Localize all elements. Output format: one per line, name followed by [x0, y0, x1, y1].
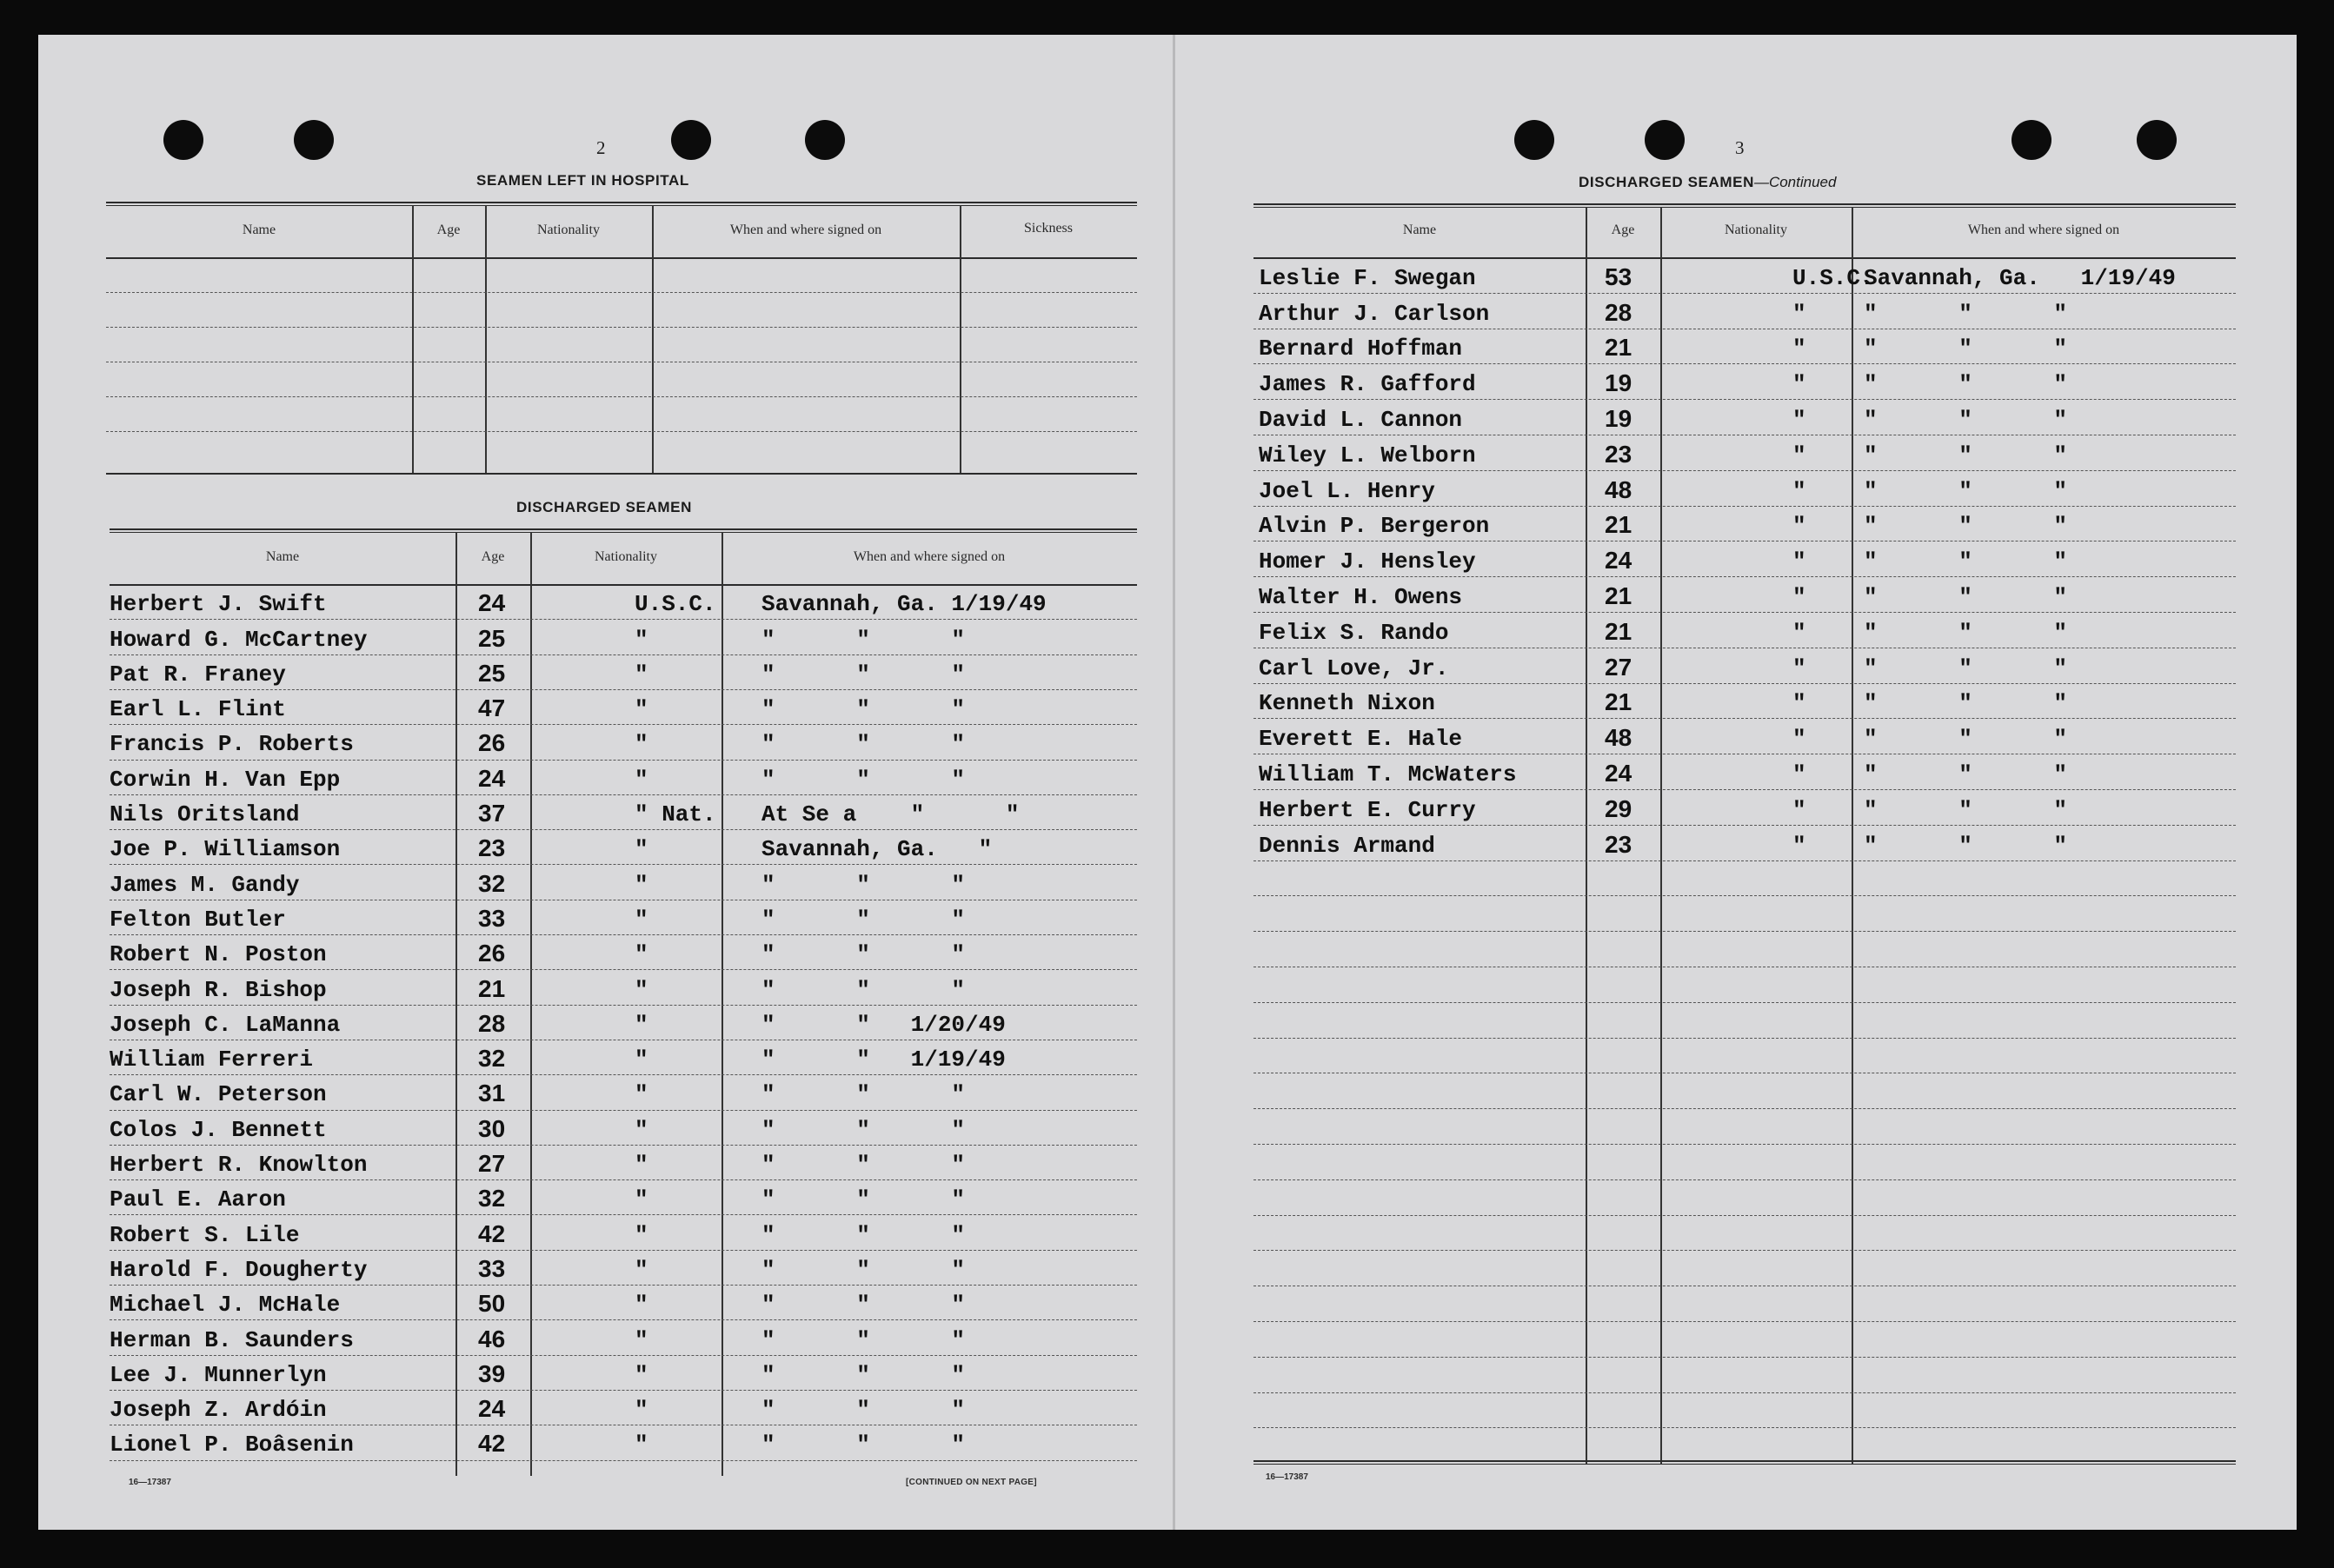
- nationality-cell: ": [635, 1397, 648, 1424]
- nationality-cell: ": [635, 976, 648, 1003]
- page-number: 2: [596, 137, 606, 158]
- col-header-age: Age: [436, 223, 461, 237]
- table-row: [110, 1285, 1137, 1319]
- signed-on-cell: " " ": [761, 626, 966, 653]
- name-cell: Walter H. Owens: [1259, 583, 1463, 610]
- age-cell: 19: [1605, 369, 1632, 397]
- punch-hole: [2137, 120, 2177, 160]
- age-cell: 25: [478, 659, 506, 687]
- col-header-signed-on: When and where signed on: [729, 223, 882, 237]
- name-cell: David L. Cannon: [1259, 406, 1463, 433]
- table-row: [110, 900, 1137, 934]
- name-cell: Francis P. Roberts: [110, 731, 354, 758]
- table-row: [110, 654, 1137, 689]
- signed-on-cell: Savannah, Ga. 1/19/49: [761, 591, 1047, 618]
- left-page: [38, 35, 1173, 1530]
- name-cell: Joel L. Henry: [1259, 477, 1435, 504]
- signed-on-cell: " " ": [1864, 654, 2068, 681]
- table-row: [1253, 789, 2236, 825]
- nationality-cell: ": [635, 1256, 648, 1283]
- discharged-table: [110, 528, 1137, 1476]
- signed-on-cell: " " ": [1864, 726, 2068, 753]
- table-row: [110, 1145, 1137, 1179]
- row-rule: [1253, 1144, 2236, 1145]
- signed-on-cell: " " ": [761, 871, 966, 898]
- signed-on-cell: " " ": [761, 1081, 966, 1108]
- signed-on-cell: " " ": [1864, 583, 2068, 610]
- age-cell: 25: [478, 624, 506, 652]
- age-cell: 48: [1605, 724, 1632, 752]
- nationality-cell: " Nat.: [635, 801, 716, 828]
- table-row: [110, 689, 1137, 724]
- table-row: [1253, 293, 2236, 329]
- age-cell: 24: [1605, 547, 1632, 575]
- signed-on-cell: " " 1/20/49: [761, 1011, 1006, 1038]
- page-number: 3: [1735, 137, 1745, 158]
- signed-on-cell: " " ": [1864, 619, 2068, 646]
- age-cell: 32: [478, 1185, 506, 1213]
- table-row: [1253, 754, 2236, 789]
- age-cell: 31: [478, 1080, 506, 1107]
- discharged-continued-table: [1253, 203, 2236, 1464]
- name-cell: Joseph C. LaManna: [110, 1011, 341, 1038]
- signed-on-cell: " " ": [1864, 300, 2068, 327]
- punch-hole: [2011, 120, 2051, 160]
- name-cell: Everett E. Hale: [1259, 726, 1463, 753]
- table-row: [110, 1110, 1137, 1145]
- nationality-cell: ": [1792, 726, 1806, 753]
- age-cell: 33: [478, 904, 506, 932]
- nationality-cell: ": [635, 1116, 648, 1143]
- name-cell: Paul E. Aaron: [110, 1186, 286, 1213]
- age-cell: 23: [1605, 440, 1632, 468]
- nationality-cell: ": [635, 696, 648, 723]
- signed-on-cell: " " ": [761, 1292, 966, 1319]
- nationality-cell: ": [1792, 619, 1806, 646]
- age-cell: 21: [478, 974, 506, 1002]
- age-cell: 48: [1605, 475, 1632, 503]
- age-cell: 39: [478, 1359, 506, 1387]
- nationality-cell: ": [635, 906, 648, 933]
- punch-hole: [1645, 120, 1685, 160]
- punch-hole: [1514, 120, 1554, 160]
- name-cell: Kenneth Nixon: [1259, 690, 1435, 717]
- age-cell: 27: [478, 1150, 506, 1178]
- nationality-cell: ": [635, 1186, 648, 1213]
- row-rule: [1253, 1357, 2236, 1358]
- signed-on-cell: " " ": [761, 661, 966, 688]
- name-cell: Harold F. Dougherty: [110, 1256, 368, 1283]
- age-cell: 47: [478, 694, 506, 722]
- table-row: [110, 829, 1137, 864]
- table-row: [1253, 399, 2236, 435]
- name-cell: Felix S. Rando: [1259, 619, 1449, 646]
- name-cell: Carl Love, Jr.: [1259, 654, 1449, 681]
- row-rule: [1253, 1321, 2236, 1322]
- nationality-cell: ": [1792, 761, 1806, 787]
- name-cell: James R. Gafford: [1259, 371, 1476, 398]
- row-rule: [1253, 1250, 2236, 1251]
- row-rule: [1253, 1427, 2236, 1428]
- age-cell: 32: [478, 1045, 506, 1073]
- name-cell: Herman B. Saunders: [110, 1326, 354, 1353]
- form-number: 16—17387: [129, 1478, 171, 1487]
- name-cell: Pat R. Franey: [110, 661, 286, 688]
- signed-on-cell: " " ": [761, 696, 966, 723]
- nationality-cell: ": [635, 1292, 648, 1319]
- signed-on-cell: " " ": [1864, 761, 2068, 787]
- name-cell: Corwin H. Van Epp: [110, 766, 341, 793]
- table-row: [110, 1214, 1137, 1249]
- row-rule: [1253, 1179, 2236, 1180]
- age-cell: 21: [1605, 511, 1632, 539]
- table-row: [110, 724, 1137, 759]
- nationality-cell: ": [1792, 832, 1806, 859]
- name-cell: Robert N. Poston: [110, 941, 327, 968]
- name-cell: Herbert R. Knowlton: [110, 1152, 368, 1179]
- signed-on-cell: " " ": [761, 1326, 966, 1353]
- punch-hole: [294, 120, 334, 160]
- signed-on-cell: " " ": [761, 1361, 966, 1388]
- table-row: [110, 1250, 1137, 1285]
- age-cell: 42: [478, 1430, 506, 1458]
- nationality-cell: U.S.C.: [635, 591, 716, 618]
- col-header-age: Age: [481, 549, 505, 564]
- table-row: [110, 1040, 1137, 1074]
- age-cell: 26: [478, 940, 506, 967]
- row-rule: [1253, 860, 2236, 861]
- col-header-name: Name: [242, 223, 276, 237]
- nationality-cell: ": [1792, 477, 1806, 504]
- nationality-cell: ": [635, 766, 648, 793]
- table-row: [1253, 506, 2236, 541]
- table-row: [1253, 648, 2236, 683]
- row-rule: [1253, 1108, 2236, 1109]
- table-row: [110, 760, 1137, 794]
- nationality-cell: ": [635, 661, 648, 688]
- table-row: [1253, 718, 2236, 754]
- age-cell: 42: [478, 1219, 506, 1247]
- name-cell: Earl L. Flint: [110, 696, 286, 723]
- age-cell: 50: [478, 1290, 506, 1318]
- table-row: [110, 1425, 1137, 1459]
- signed-on-cell: " " ": [1864, 371, 2068, 398]
- signed-on-cell: " " ": [761, 1397, 966, 1424]
- age-cell: 23: [1605, 830, 1632, 858]
- name-cell: Michael J. McHale: [110, 1292, 341, 1319]
- age-cell: 23: [478, 834, 506, 862]
- signed-on-cell: " " ": [1864, 513, 2068, 540]
- col-header-signed-on: When and where signed on: [1967, 223, 2120, 237]
- table-row: [110, 1355, 1137, 1390]
- table-row: [110, 1390, 1137, 1425]
- signed-on-cell: " " ": [1864, 336, 2068, 362]
- name-cell: Lee J. Munnerlyn: [110, 1361, 327, 1388]
- col-header-name: Name: [265, 549, 300, 564]
- hospital-section-title: SEAMEN LEFT IN HOSPITAL: [476, 172, 689, 189]
- age-cell: 19: [1605, 404, 1632, 432]
- hospital-table: [106, 202, 1137, 478]
- nationality-cell: ": [635, 941, 648, 968]
- age-cell: 24: [478, 1395, 506, 1423]
- nationality-cell: ": [635, 871, 648, 898]
- discharged-section-title: DISCHARGED SEAMEN: [516, 499, 692, 515]
- name-cell: Colos J. Bennett: [110, 1116, 327, 1143]
- name-cell: Joseph Z. Ardóin: [110, 1397, 327, 1424]
- punch-hole: [163, 120, 203, 160]
- name-cell: Howard G. McCartney: [110, 626, 368, 653]
- name-cell: Dennis Armand: [1259, 832, 1435, 859]
- col-header-nationality: Nationality: [1725, 223, 1787, 237]
- age-cell: 30: [478, 1114, 506, 1142]
- row-rule: [1253, 1392, 2236, 1393]
- name-cell: Felton Butler: [110, 906, 286, 933]
- nationality-cell: ": [1792, 406, 1806, 433]
- age-cell: 32: [478, 869, 506, 897]
- table-row: [110, 934, 1137, 969]
- age-cell: 21: [1605, 617, 1632, 645]
- signed-on-cell: " " ": [1864, 796, 2068, 823]
- punch-hole: [805, 120, 845, 160]
- col-header-name: Name: [1402, 223, 1437, 237]
- nationality-cell: ": [635, 1221, 648, 1248]
- age-cell: 24: [478, 764, 506, 792]
- signed-on-cell: " " ": [1864, 832, 2068, 859]
- nationality-cell: ": [635, 1081, 648, 1108]
- age-cell: 28: [1605, 298, 1632, 326]
- signed-on-cell: " " ": [761, 731, 966, 758]
- age-cell: 27: [1605, 653, 1632, 681]
- name-cell: Lionel P. Boâsenin: [110, 1432, 354, 1458]
- signed-on-cell: " " ": [1864, 406, 2068, 433]
- title-text: DISCHARGED SEAMEN: [1579, 174, 1754, 190]
- nationality-cell: ": [1792, 690, 1806, 717]
- signed-on-cell: " " ": [761, 941, 966, 968]
- table-row: [110, 619, 1137, 654]
- name-cell: Carl W. Peterson: [110, 1081, 327, 1108]
- col-header-nationality: Nationality: [595, 549, 657, 564]
- nationality-cell: ": [635, 1361, 648, 1388]
- name-cell: Herbert J. Swift: [110, 591, 327, 618]
- nationality-cell: ": [1792, 371, 1806, 398]
- name-cell: Bernard Hoffman: [1259, 336, 1463, 362]
- table-row: [1253, 363, 2236, 399]
- nationality-cell: U.S.C.: [1792, 264, 1874, 291]
- table-row: [110, 584, 1137, 619]
- col-header-signed-on: When and where signed on: [853, 549, 1006, 564]
- signed-on-cell: " " ": [761, 1432, 966, 1458]
- signed-on-cell: " " ": [761, 766, 966, 793]
- row-rule: [1253, 1215, 2236, 1216]
- signed-on-cell: " " ": [761, 906, 966, 933]
- right-page: [1175, 35, 2297, 1530]
- nationality-cell: ": [635, 1046, 648, 1073]
- table-row: [1253, 257, 2236, 293]
- age-cell: 37: [478, 800, 506, 827]
- col-header-age: Age: [1611, 223, 1635, 237]
- col-header-sickness: Sickness: [1024, 221, 1073, 236]
- table-row: [1253, 329, 2236, 364]
- signed-on-cell: " " 1/19/49: [761, 1046, 1006, 1073]
- signed-on-cell: Savannah, Ga. ": [761, 836, 993, 863]
- age-cell: 28: [478, 1009, 506, 1037]
- age-cell: 33: [478, 1254, 506, 1282]
- age-cell: 24: [1605, 759, 1632, 787]
- signed-on-cell: " " ": [1864, 690, 2068, 717]
- table-row: [110, 1005, 1137, 1040]
- name-cell: William T. McWaters: [1259, 761, 1517, 787]
- nationality-cell: ": [1792, 796, 1806, 823]
- nationality-cell: ": [1792, 442, 1806, 468]
- signed-on-cell: " " ": [1864, 548, 2068, 575]
- nationality-cell: ": [635, 1326, 648, 1353]
- signed-on-cell: At Se a " ": [761, 801, 1020, 828]
- nationality-cell: ": [1792, 513, 1806, 540]
- name-cell: Herbert E. Curry: [1259, 796, 1476, 823]
- nationality-cell: ": [635, 1011, 648, 1038]
- table-row: [1253, 576, 2236, 612]
- name-cell: Arthur J. Carlson: [1259, 300, 1490, 327]
- name-cell: Joe P. Williamson: [110, 836, 341, 863]
- continued-note: [CONTINUED ON NEXT PAGE]: [906, 1478, 1037, 1487]
- signed-on-cell: " " ": [761, 1186, 966, 1213]
- table-row: [1253, 541, 2236, 576]
- col-header-nationality: Nationality: [537, 223, 600, 237]
- nationality-cell: ": [1792, 654, 1806, 681]
- punch-hole: [671, 120, 711, 160]
- table-row: [1253, 612, 2236, 648]
- name-cell: Joseph R. Bishop: [110, 976, 327, 1003]
- name-cell: Leslie F. Swegan: [1259, 264, 1476, 291]
- table-row: [110, 1074, 1137, 1109]
- age-cell: 24: [478, 589, 506, 617]
- age-cell: 29: [1605, 794, 1632, 822]
- table-row: [1253, 435, 2236, 470]
- table-row: [1253, 825, 2236, 860]
- table-row: [110, 1319, 1137, 1354]
- name-cell: James M. Gandy: [110, 871, 300, 898]
- name-cell: Wiley L. Welborn: [1259, 442, 1476, 468]
- age-cell: 46: [478, 1325, 506, 1352]
- form-number: 16—17387: [1266, 1472, 1308, 1482]
- nationality-cell: ": [1792, 583, 1806, 610]
- table-row: [1253, 683, 2236, 719]
- signed-on-cell: " " ": [1864, 442, 2068, 468]
- name-cell: Alvin P. Bergeron: [1259, 513, 1490, 540]
- table-row: [110, 969, 1137, 1004]
- age-cell: 21: [1605, 334, 1632, 362]
- name-cell: Homer J. Hensley: [1259, 548, 1476, 575]
- age-cell: 21: [1605, 688, 1632, 716]
- nationality-cell: ": [635, 1432, 648, 1458]
- row-rule: [1253, 1002, 2236, 1003]
- nationality-cell: ": [635, 731, 648, 758]
- name-cell: Robert S. Lile: [110, 1221, 300, 1248]
- signed-on-cell: " " ": [761, 1256, 966, 1283]
- age-cell: 21: [1605, 581, 1632, 609]
- nationality-cell: ": [635, 626, 648, 653]
- signed-on-cell: " " ": [761, 1221, 966, 1248]
- row-rule: [1253, 1038, 2236, 1039]
- nationality-cell: ": [635, 1152, 648, 1179]
- age-cell: 26: [478, 729, 506, 757]
- signed-on-cell: " " ": [761, 1152, 966, 1179]
- nationality-cell: ": [1792, 336, 1806, 362]
- signed-on-cell: " " ": [1864, 477, 2068, 504]
- signed-on-cell: Savannah, Ga. 1/19/49: [1864, 264, 2176, 291]
- table-row: [1253, 470, 2236, 506]
- table-row: [110, 794, 1137, 829]
- title-suffix: —Continued: [1753, 174, 1837, 190]
- row-rule: [1253, 895, 2236, 896]
- nationality-cell: ": [635, 836, 648, 863]
- discharged-continued-title: [1579, 174, 1836, 191]
- signed-on-cell: " " ": [761, 976, 966, 1003]
- name-cell: Nils Oritsland: [110, 801, 300, 828]
- row-rule: [110, 1460, 1137, 1461]
- table-row: [110, 1179, 1137, 1214]
- signed-on-cell: " " ": [761, 1116, 966, 1143]
- nationality-cell: ": [1792, 300, 1806, 327]
- row-rule: [1253, 931, 2236, 932]
- age-cell: 53: [1605, 262, 1632, 290]
- name-cell: William Ferreri: [110, 1046, 314, 1073]
- nationality-cell: ": [1792, 548, 1806, 575]
- table-row: [110, 864, 1137, 899]
